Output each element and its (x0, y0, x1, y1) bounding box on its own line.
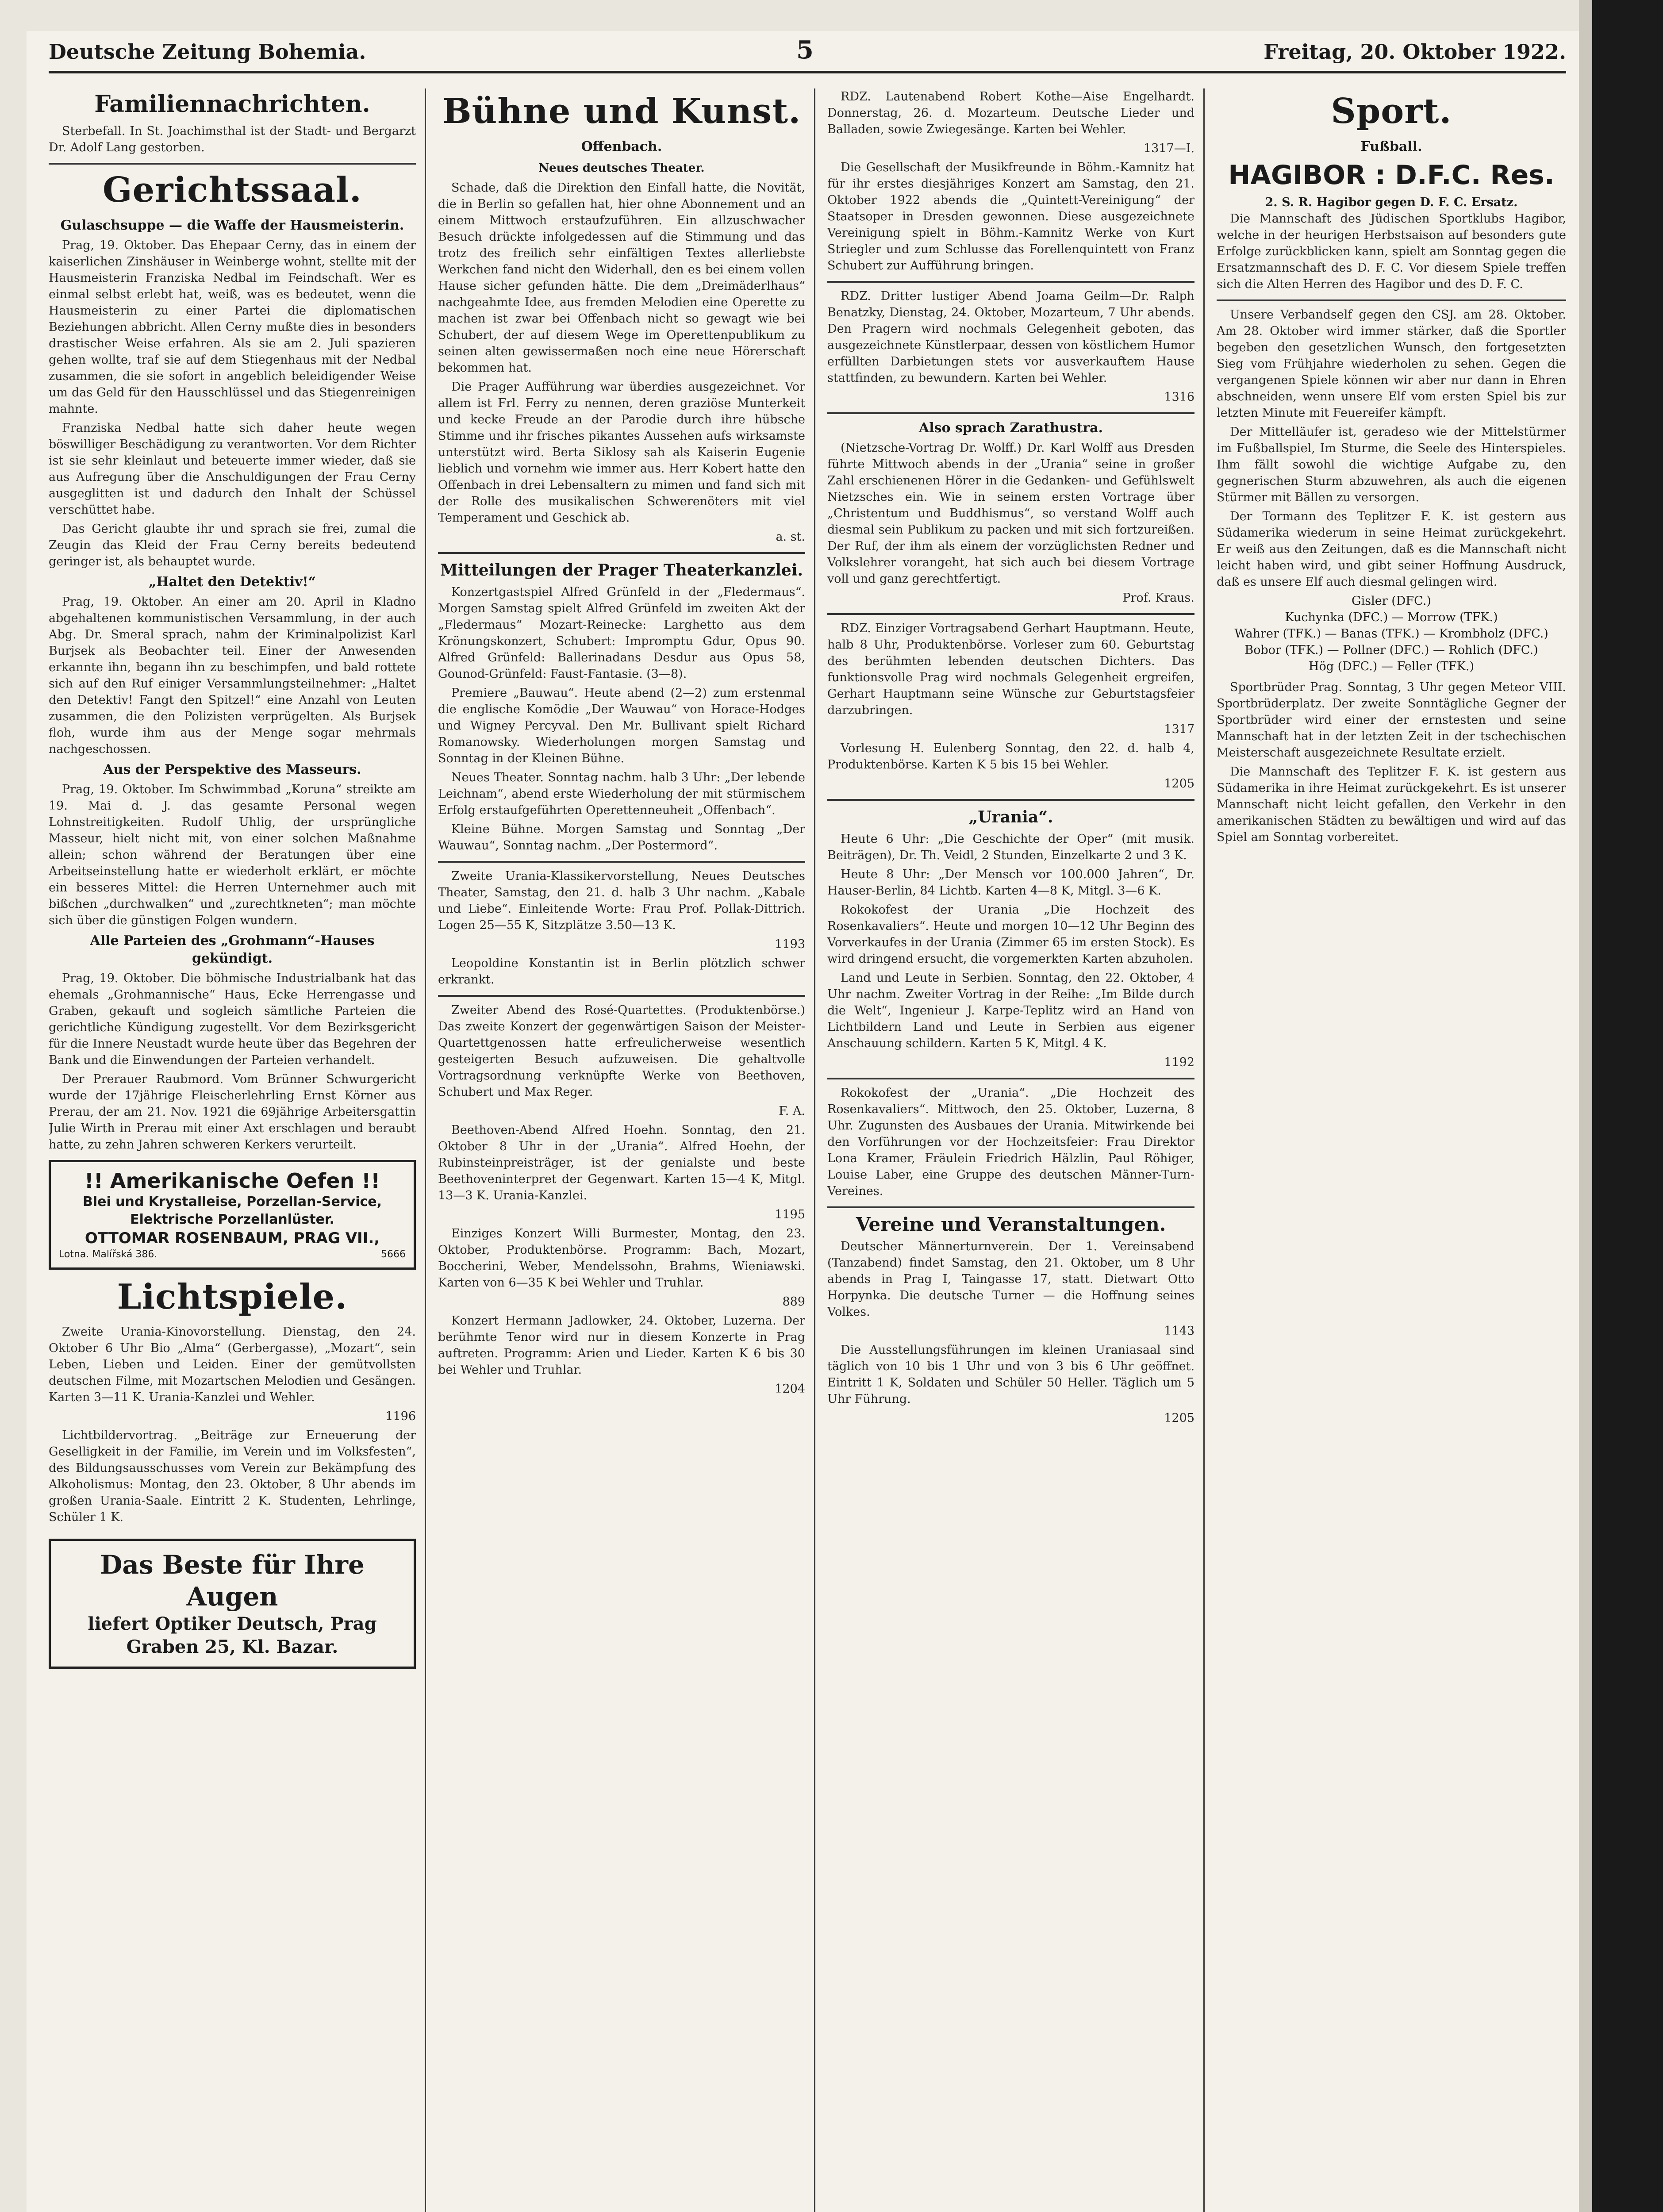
court-heading: Gerichtssaal. (103, 170, 362, 210)
notice-paragraph: Konzertgastspiel Alfred Grünfeld in der „Fledermaus“. Morgen Samstag spielt Alfred Grünfeld im zweiten Akt der „Fledermaus“ Mozart-Reinecke: Larghetto aus dem Krönungskonzert, Schubert: Impromptu Gdur, Opus 90. Alfred Grünfeld: Ballerinadans Desdur aus Opus 58, Gounod-Grünfeld: Faust-Fantasie. (3—8). (438, 585, 805, 681)
review-paragraph: Schade, daß die Direktion den Einfall hatte, die Novität, die in Berlin so gefallen hat, hier ohne Abonnement und an einem Mittwoch erstaufzuführen. Ein allzuschwacher Besuch drückte infolgedessen auf die Stimmung und das trotz des freilich sehr einfältigen Textes allerliebste Werkchen fand nicht den Widerhall, den es bei einem vollen Hause sicher gefunden hätte. Die dem „Dreimäderlhaus“ nachgeahmte Idee, aus fremden Melodien eine Operette zu machen ist zwar bei Offenbach nicht so gewagt wie bei Schubert, der auf diesem Wege im Operettenpublikum zu seinen alten gewissermaßen noch eine neue Hörerschaft bekommen hat. (438, 181, 805, 375)
sport-paragraph: Unsere Verbandself gegen den CSJ. am 28. Oktober. Am 28. Oktober wird immer stärker, daß die Sportler begeben den gesetzlichen Wunsch, den fortgesetzten Sieg vom Frühjahre wiederholen zu sehen. Gegen die vergangenen Spiele können wir aber nur dann in Ehren abschneiden, wenn unsere Elf vom ersten Spiel bis zur letzten Minute mit Feuereifer kämpft. (1217, 308, 1566, 420)
notice-paragraph: Kleine Bühne. Morgen Samstag und Sonntag „Der Wauwau“, Sonntag nachm. „Der Postermord“. (438, 822, 805, 853)
rococo-paragraph: Rokokofest der „Urania“. „Die Hochzeit des Rosenkavaliers“. Mittwoch, den 25. Oktober, Luzerna, 8 Uhr. Zugunsten des Ausbaues der Urania. Mitwirkende bei den Vorführungen vor der Hochzeitsfeier: Frau Direktor Lona Kramer, Fräulein Friedrich Hälzlin, Paul Röhiger, Louise Laber, eine Gruppe des deutschen Männer-Turn-Vereines. (827, 1086, 1194, 1198)
column-3 (827, 88, 1194, 2212)
burmester-paragraph: Einziges Konzert Willi Burmester, Montag, den 23. Oktober, Produktenbörse. Programm: Bach, Mozart, Boccherini, Weber, Mendelssohn, Brahms, Wieniawski. Karten von 6—35 K bei Wehler und Truhlar. (438, 1227, 805, 1290)
court-paragraph: Franziska Nedbal hatte sich daher heute wegen böswilliger Beschädigung zu verantworten. Vor dem Richter ist sie sehr kleinlaut und beteuerte immer wieder, daß sie aus Aufregung über die Anschuldigungen der Frau Cerny ausgeglitten ist und dadurch den Inhalt der Schüssel verschüttet habe. (49, 421, 416, 517)
ad-company: OTTOMAR ROSENBAUM, PRAG VII., (84, 1229, 380, 1247)
divider (827, 799, 1194, 801)
lineup-row: Wahrer (TFK.) — Banas (TFK.) — Krombholz (DFC.) (1234, 627, 1548, 641)
lineup-row: Bobor (TFK.) — Pollner (DFC.) — Rohlich (DFC.) (1244, 643, 1538, 657)
court-subheading: Gulaschsuppe — die Waffe der Hausmeisterin. (60, 218, 404, 233)
notice-code: 1317—I. (1144, 142, 1194, 155)
divider (1217, 300, 1566, 301)
column-2 (438, 88, 805, 2212)
divider (827, 281, 1194, 283)
family-news-text: Sterbefall. In St. Joachimsthal ist der Stadt- und Bergarzt Dr. Adolf Lang gestorben. (49, 124, 416, 154)
zarathustra-heading: Also sprach Zarathustra. (918, 420, 1103, 436)
notice-paragraph: Neues Theater. Sonntag nachm. halb 3 Uhr: „Der lebende Leichnam“, abend erste Wiederholung der mit stürmischem Erfolg erstaufgeführten Operettenneuheit „Offenbach“. (438, 771, 805, 817)
sport-heading: Sport. (1331, 91, 1452, 131)
lineup-row: Hög (DFC.) — Feller (TFK.) (1308, 660, 1475, 673)
court-paragraph: Prag, 19. Oktober. Das Ehepaar Cerny, das in einem der kaiserlichen Zinshäuser in Weinberge wohnt, stellte mit der Hausmeisterin Franziska Nedbal im Feindschaft. Wer es einmal selbst erlebt hat, weiß, was es bedeutet, wenn die Hausmeisterin zu einer Partei die diplomatischen Beziehungen abbricht. Allen Cerny mußte dies in besonders drastischer Weise erfahren. Als sie am 2. Juli spazieren gehen wollte, traf sie auf dem Stiegenhaus mit der Nedbal zusammen, die sie sofort in angeblich beleidigender Weise um das Geld für den Hausschlüssel und das Stiegenreinigen mahnte. (49, 238, 416, 416)
divider (827, 1078, 1194, 1079)
notice-code: 1143 (1164, 1324, 1194, 1338)
urania-paragraph: Heute 6 Uhr: „Die Geschichte der Oper“ (mit musik. Beiträgen), Dr. Th. Veidl, 2 Stunden, Einzelkarte 2 und 3 K. (827, 832, 1194, 862)
urania-classic-paragraph: Zweite Urania-Klassikervorstellung, Neues Deutsches Theater, Samstag, den 21. d. halb 3 Uhr nachm. „Kabale und Liebe“. Einleitende Worte: Frau Prof. Pollak-Dittrich. Logen 25—55 K, Sitzplätze 3.50—13 K. (438, 869, 805, 932)
cinema-heading: Lichtspiele. (117, 1277, 348, 1317)
theater-notices-heading: Mitteilungen der Prager Theaterkanzlei. (440, 561, 803, 580)
rose-quartet-paragraph: Zweiter Abend des Rosé-Quartettes. (Produktenbörse.) Das zweite Konzert der gegenwärtigen Saison der Meister-Quartettgenossen hatte erfreulicherweise wesentlich gesteigerten Besuch aufzuweisen. Die gehaltvolle Vortragsordnung verknüpfte Werke von Beethoven, Schubert und Max Reger. (438, 1003, 805, 1099)
divider (827, 1206, 1194, 1208)
konstantin-paragraph: Leopoldine Konstantin ist in Berlin plötzlich schwer erkrankt. (438, 956, 805, 987)
ad-code: 5666 (381, 1249, 406, 1260)
offenbach-heading: Offenbach. (581, 139, 662, 154)
optician-address: Graben 25, Kl. Bazar. (126, 1636, 338, 1657)
zarathustra-signature: Prof. Kraus. (1122, 591, 1194, 605)
notice-code: 1192 (1164, 1056, 1194, 1069)
column-1 (49, 88, 416, 2212)
notice-code: 1317 (1164, 722, 1194, 736)
notice-code: 889 (782, 1295, 805, 1309)
column-4 (1217, 88, 1566, 2212)
ad-headline: !! Amerikanische Oefen !! (84, 1169, 380, 1193)
column-rule (814, 88, 815, 2212)
family-news-heading: Familiennachrichten. (94, 91, 370, 118)
ad-products: Blei und Krystalleise, Porzellan-Service, Elektrische Porzellanlüster. (82, 1194, 382, 1227)
theater-subheading: Neues deutsches Theater. (538, 161, 705, 175)
divider (49, 163, 416, 165)
divider (438, 552, 805, 554)
stage-art-heading: Bühne und Kunst. (442, 91, 801, 131)
sport-paragraph: Der Tormann des Teplitzer F. K. ist gestern aus Südamerika wiederum in seine Heimat zurückgekehrt. Er weiß aus den Zeitungen, daß es die Mannschaft nicht leicht haben wird, und gibt seiner Hoffnung Ausdruck, daß es unsere Elf auch diesmal gelingen wird. (1217, 510, 1566, 589)
urania-paragraph: Heute 8 Uhr: „Der Mensch vor 100.000 Jahren“, Dr. Hauser-Berlin, 84 Lichtb. Karten 4—8 K, Mitgl. 3—6 K. (827, 868, 1194, 898)
sport-paragraph: Sportbrüder Prag. Sonntag, 3 Uhr gegen Meteor VIII. Sportbrüderplatz. Der zweite Sonntägliche Gegner der Sportbrüder wird einer der ernstesten und seine Mannschaft hat in der letzten Zeit in der tschechischen Meisterschaft ausgezeichnete Resultate erzielt. (1217, 680, 1566, 760)
divider (438, 995, 805, 997)
oven-advertisement (49, 1160, 416, 1270)
lineup-row: Gisler (DFC.) (1352, 594, 1431, 608)
clubs-paragraph: Deutscher Männerturnverein. Der 1. Vereinsabend (Tanzabend) findet Samstag, den 21. Oktober, um 8 Uhr abends in Prag I, Taingasse 17, statt. Dietwart Otto Horpynka. Die deutsche Turner — die Hoffnung seines Volkes. (827, 1240, 1194, 1319)
sport-paragraph: Der Mittelläufer ist, geradeso wie der Mittelstürmer im Fußballspiel, Im Sturme, die Seele des Hinterspieles. Ihm fällt sowohl die wichtige Aufgabe zu, den gegnerischen Sturm abzuwehren, als auch die eigenen Stürmer mit Bällen zu versorgen. (1217, 425, 1566, 504)
notice-code: 1205 (1164, 1411, 1194, 1425)
urania-heading: „Urania“. (968, 808, 1053, 826)
notice-code: 1204 (775, 1382, 805, 1396)
match-byline: 2. S. R. Hagibor gegen D. F. C. Ersatz. (1265, 196, 1518, 209)
detective-paragraph: Prag, 19. Oktober. An einer am 20. April in Kladno abgehaltenen kommunistischen Versammlung, in der auch Abg. Dr. Smeral sprach, nahm der Kriminalpolizist Karl Burjsek als Beobachter teil. Einer der Anwesenden erkannte ihn, begann ihn zu beschimpfen, und bald rottete sich auf den Ruf einiger Versammlungsteilnehmer: „Haltet den Detektiv! Fangt den Spitzel!“ eine Anzahl von Leuten zusammen, die den Polizisten verprügelten. Als Burjsek floh, wurde ihm aus der Menge sogar mehrmals nachgeschossen. (49, 595, 416, 756)
ad-address: Lotna. Malířská 386. (59, 1249, 157, 1260)
funny-evening-paragraph: RDZ. Dritter lustiger Abend Joama Geilm—Dr. Ralph Benatzky, Dienstag, 24. Oktober, Mozarteum, 7 Uhr abends. Den Pragern wird nochmals Gelegenheit geboten, das ausgezeichnete Künstlerpaar, dessen von köstlichem Humor erfüllten Darbietungen stets vor ausverkauftem Hause stattfinden, zu bewundern. Karten bei Wehler. (827, 289, 1194, 385)
match-headline: HAGIBOR : D.F.C. Res. (1228, 160, 1555, 191)
page-spine (1579, 0, 1592, 2212)
prerau-paragraph: Der Prerauer Raubmord. Vom Brünner Schwurgericht wurde der 17jährige Fleischerlehrling Ernst Körner aus Prerau, der am 21. Nov. 1921 die 69jährige Arbeitersgattin Julie Wirth in Prerau mit einer Axt erschlagen und beraubt hatte, zu zehn Jahren schweren Kerkers verurteilt. (49, 1072, 416, 1152)
masthead-paper-name: Deutsche Zeitung Bohemia. (49, 40, 366, 64)
grohmann-paragraph: Prag, 19. Oktober. Die böhmische Industrialbank hat das ehemals „Grohmannische“ Haus, Ecke Herrengasse und Graben, gekauft und sogleich sämtliche Parteien die gerichtliche Kündigung zugestellt. Vor dem Bezirksgericht für die Innere Neustadt wurde heute über das Begehren der Bank und die Einwendungen der Parteien verhandelt. (49, 972, 416, 1067)
cinema-code: 1196 (385, 1409, 416, 1423)
notice-paragraph: Premiere „Bauwau“. Heute abend (2—2) zum erstenmal die englische Komödie „Der Wauwau“ von Horace-Hodges und Wigney Percyval. Den Mr. Bullivant spielt Richard Romanowsky. Wiederholungen morgen Samstag und Sonntag in der Kleinen Bühne. (438, 686, 805, 765)
optician-name: liefert Optiker Deutsch, Prag (88, 1613, 377, 1634)
lineup-row: Kuchynka (DFC.) — Morrow (TFK.) (1285, 611, 1498, 624)
masthead (49, 31, 1566, 73)
optician-advertisement (49, 1539, 416, 1669)
grohmann-heading: Alle Parteien des „Grohmann“-Hauses gekündigt. (90, 933, 375, 966)
eulenberg-paragraph: Vorlesung H. Eulenberg Sonntag, den 22. d. halb 4, Produktenbörse. Karten K 5 bis 15 bei Wehler. (827, 741, 1194, 772)
column-rule (1203, 88, 1205, 2212)
scan-border (1592, 0, 1663, 2212)
hoehn-paragraph: Beethoven-Abend Alfred Hoehn. Sonntag, den 21. Oktober 8 Uhr in der „Urania“. Alfred Hoehn, der Rubinsteinpreisträger, ist der genialste und beste Beethoveninterpret der Gegenwart. Karten 15—4 K, Mitgl. 13—3 K. Urania-Kanzlei. (438, 1123, 805, 1202)
masthead-date: Freitag, 20. Oktober 1922. (1264, 40, 1566, 64)
column-rule (425, 88, 426, 2212)
notice-code: 1193 (775, 937, 805, 951)
review-signature: a. st. (776, 530, 805, 544)
football-subheading: Fußball. (1360, 139, 1422, 154)
team-lineup (1217, 593, 1566, 675)
lute-evening-paragraph: RDZ. Lautenabend Robert Kothe—Aise Engelhardt. Donnerstag, 26. d. Mozarteum. Deutsche Lieder und Balladen, sowie Zwiegesänge. Karten bei Wehler. (827, 90, 1194, 136)
masseur-paragraph: Prag, 19. Oktober. Im Schwimmbad „Koruna“ streikte am 19. Mai d. J. das gesamte Personal wegen Lohnstreitigkeiten. Rudolf Uhlig, der ursprüngliche Masseur, hielt nicht mit, von einer solchen Maßnahme allein; schon während der Beratungen über eine Arbeitseinstellung hatte er wiederholt erklärt, er möchte ein besseres Mittel: die Herren Unternehmer auch mit bißchen „durchwalken“ und „zurechtkneten“; man möchte sich über die günstigen Folgen wundern. (49, 783, 416, 927)
notice-code: 1205 (1164, 777, 1194, 791)
divider (438, 861, 805, 863)
divider (827, 412, 1194, 414)
notice-code: 1195 (775, 1208, 805, 1221)
zarathustra-paragraph: (Nietzsche-Vortrag Dr. Wolff.) Dr. Karl Wolff aus Dresden führte Mittwoch abends in der „Urania“ seine in großer Zahl erschienenen Hörer in die Gedanken- und Gefühlswelt Nietzsches ein. Wie in seinem ersten Vortrage über „Christentum und Buddhismus“, so verstand Wolff auch diesmal sein Publikum zu packen und mit sich fortzureißen. Der Ruf, der ihm als einem der vorzüglichsten Redner und Volkslehrer vorangeht, hat sich auch bei diesem Vortrage voll und ganz gerechtfertigt. (827, 441, 1194, 586)
court-paragraph: Das Gericht glaubte ihr und sprach sie frei, zumal die Zeugin das Kleid der Frau Cerny bereits bedeutend geringer ist, als behauptet wurde. (49, 522, 416, 568)
clubs-heading: Vereine und Veranstaltungen. (856, 1214, 1166, 1235)
masseur-heading: Aus der Perspektive des Masseurs. (103, 762, 361, 777)
cinema-paragraph: Zweite Urania-Kinovorstellung. Dienstag, den 24. Oktober 6 Uhr Bio „Alma“ (Gerbergasse), „Mozart“, sein Leben, Lieben und Leiden. Einer der gemütvollsten deutschen Filme, mit Mozartschen Melodien und Gesängen. Karten 3—11 K. Urania-Kanzlei und Wehler. (49, 1325, 416, 1404)
cinema-paragraph: Lichtbildervortrag. „Beiträge zur Erneuerung der Geselligkeit in der Familie, im Verein und im Volksfesten“, des Bildungsausschusses vom Verein zur Bekämpfung des Alkoholismus: Montag, den 23. Oktober, 8 Uhr abends im großen Urania-Saale. Eintritt 2 K. Studenten, Lehrlinge, Schüler 1 K. (49, 1429, 416, 1524)
clubs-paragraph: Die Ausstellungsführungen im kleinen Uraniasaal sind täglich von 10 bis 1 Uhr und von 3 bis 6 Uhr geöffnet. Eintritt 1 K, Soldaten und Schüler 50 Heller. Täglich um 5 Uhr Führung. (827, 1343, 1194, 1406)
hauptmann-paragraph: RDZ. Einziger Vortragsabend Gerhart Hauptmann. Heute, halb 8 Uhr, Produktenbörse. Vorleser zum 60. Geburtstag des berühmten lebenden deutschen Dichters. Das funktionsvolle Prag wird nochmals Gelegenheit ergreifen, Gerhart Hauptmann seine Wünsche zur Geburtstagsfeier darzubringen. (827, 622, 1194, 717)
notice-code: 1316 (1164, 390, 1194, 404)
divider (827, 613, 1194, 615)
urania-paragraph: Land und Leute in Serbien. Sonntag, den 22. Oktober, 4 Uhr nachm. Zweiter Vortrag in der Reihe: „Im Bilde durch die Welt“, Ingenieur J. Karpe-Teplitz wird an Hand von Lichtbildern Land und Leute in Serbien aus eigener Anschauung schildern. Karten 5 K, Mitgl. 4 K. (827, 971, 1194, 1050)
urania-paragraph: Rokokofest der Urania „Die Hochzeit des Rosenkavaliers“. Heute und morgen 10—12 Uhr Beginn des Vorverkaufes in der Urania (Zimmer 65 im ersten Stock). Es wird dringend ersucht, die vorgemerkten Karten abzuholen. (827, 903, 1194, 966)
review-paragraph: Die Prager Aufführung war überdies ausgezeichnet. Vor allem ist Frl. Ferry zu nennen, deren graziöse Munterkeit und kecke Freude an der Parodie durch ihre hübsche Stimme und ihr frisches pikantes Aussehen aufs wirksamste unterstützt wird. Berta Siklosy sah als Kaiserin Eugenie lieblich und vornehm wie immer aus. Herr Kobert hatte den Offenbach in drei Lebensaltern zu mimen und fand sich mit der Rolle des musikalischen Schwerenöters mit viel Temperament und Geschick ab. (438, 380, 805, 525)
optician-headline: Das Beste für Ihre Augen (100, 1550, 365, 1612)
sport-paragraph: Die Mannschaft des Teplitzer F. K. ist gestern aus Südamerika in ihre Heimat zurückgekehrt. Es ist unserer Mannschaft nicht leicht gefallen, den Verkehr in den amerikanischen Städten zu bewältigen und wird auf das Spiel am Sonntag vorbereitet. (1217, 765, 1566, 844)
jadlowker-paragraph: Konzert Hermann Jadlowker, 24. Oktober, Luzerna. Der berühmte Tenor wird nur in diesem Konzerte in Prag auftreten. Programm: Arien und Lieder. Karten K 6 bis 30 bei Wehler und Truhlar. (438, 1314, 805, 1377)
music-friends-paragraph: Die Gesellschaft der Musikfreunde in Böhm.-Kamnitz hat für ihr erstes diesjähriges Konzert am Samstag, den 21. Oktober 1922 abends die „Quintett-Vereinigung“ der Staatsoper in Dresden gewonnen. Diese ausgezeichnete Vereinigung spielt in Böhm.-Kamnitz Werke von Kurt Striegler und zum Schlusse das Forellenquintett von Franz Schubert zur Aufführung bringen. (827, 161, 1194, 273)
rose-signature: F. A. (779, 1104, 805, 1118)
sport-paragraph: Die Mannschaft des Jüdischen Sportklubs Hagibor, welche in der heurigen Herbstsaison auf besonders gute Erfolge zurückblicken kann, spielt am Sonntag gegen die Ersatzmannschaft des D. F. C. Vor diesem Spiele treffen sich die Alten Herren des Hagibor und des D. F. C. (1217, 212, 1566, 291)
detective-heading: „Haltet den Detektiv!“ (149, 574, 316, 590)
masthead-page-number: 5 (796, 35, 814, 65)
